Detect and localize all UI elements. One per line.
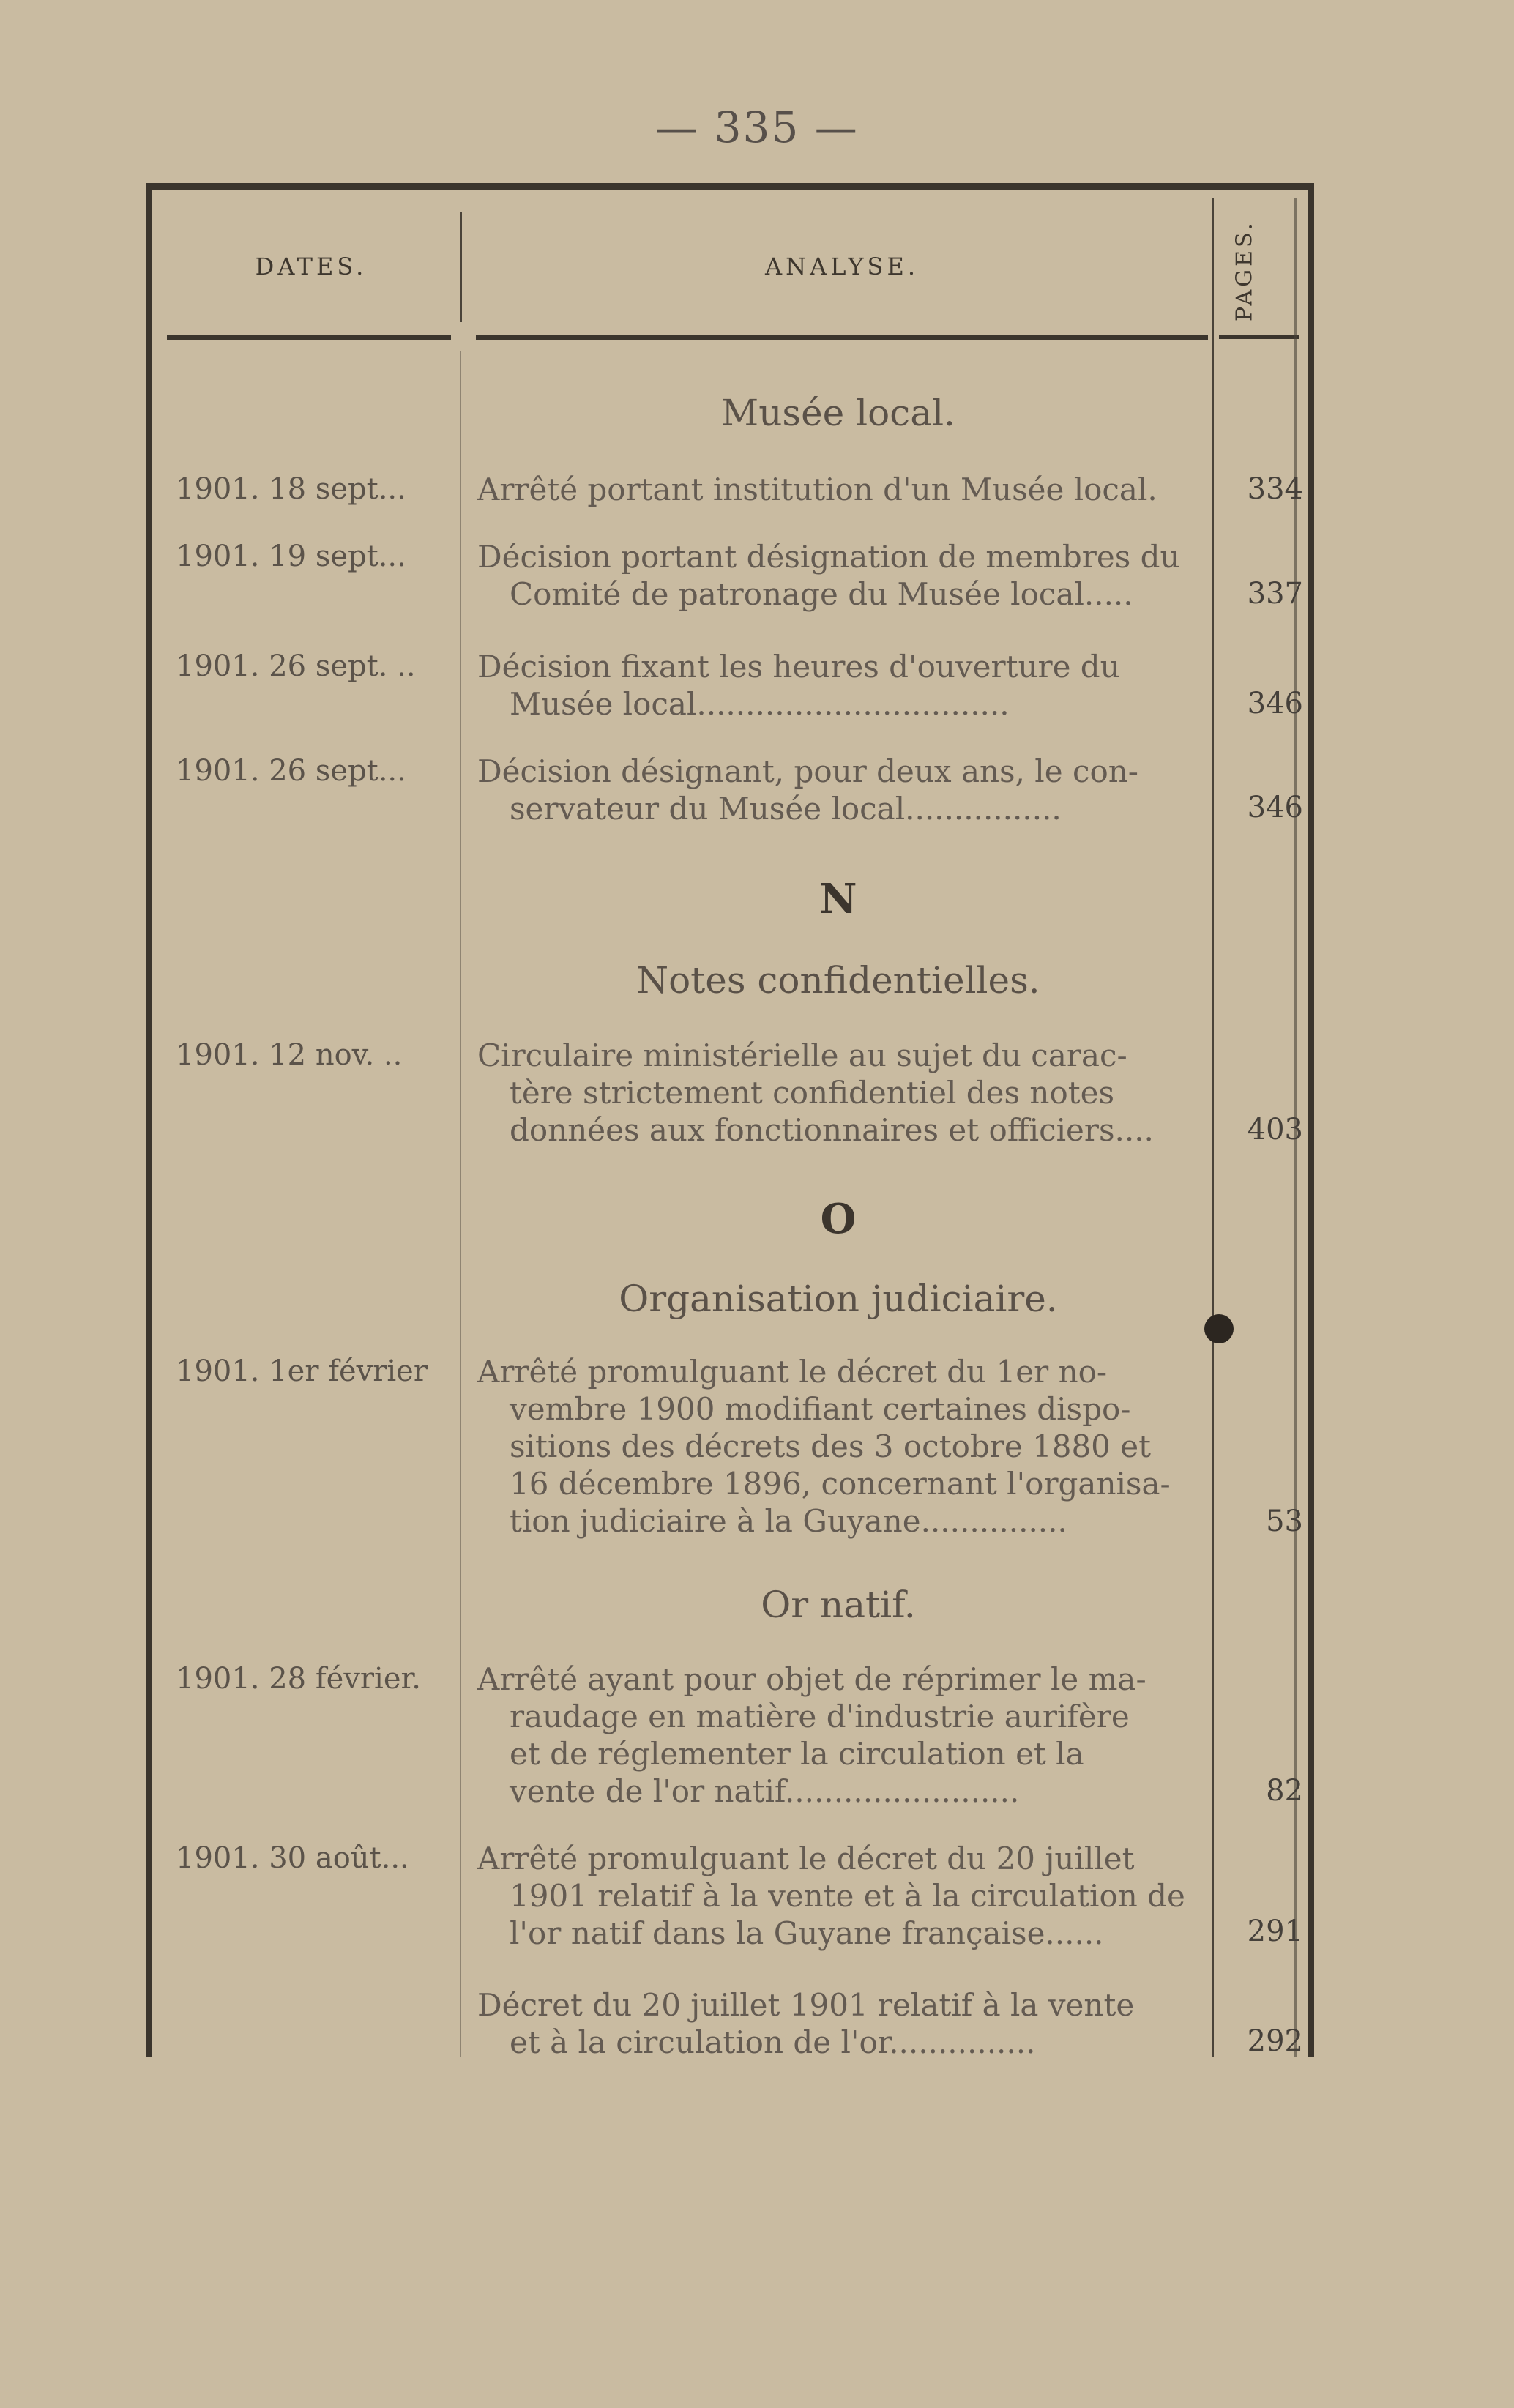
page-number: — 335 — (655, 102, 859, 152)
entry-line: et à la circulation de l'or............... (510, 2024, 1036, 2060)
entry-text (477, 1660, 1208, 1810)
entry-date: 1901. 12 nov. .. (176, 1038, 403, 1072)
entry-text (477, 1353, 1208, 1540)
entry-line: l'or natif dans la Guyane française...... (510, 1915, 1104, 1951)
header-dates: DATES. (255, 253, 368, 280)
entry-line: Décret du 20 juillet 1901 relatif à la vente (477, 1987, 1135, 2023)
column-divider-pages (1212, 198, 1214, 2057)
entry-text (477, 648, 1208, 723)
entry-page: 346 (1247, 687, 1303, 720)
entry-page: 53 (1266, 1505, 1303, 1538)
entry-line: tion judiciaire à la Guyane............... (510, 1503, 1067, 1539)
entry-page: 346 (1247, 791, 1303, 824)
entry-page: 337 (1247, 577, 1303, 611)
entry-line: Décision portant désignation de membres du (477, 539, 1180, 575)
entry-line: Musée local................................ (510, 686, 1010, 722)
entry-text (477, 1037, 1208, 1149)
section-letter-o: O (820, 1195, 857, 1243)
entry-page: 292 (1247, 2024, 1303, 2058)
entry-line: vembre 1900 modifiant certaines dispo- (510, 1391, 1131, 1427)
entry-line: raudage en matière d'industrie aurifère (510, 1699, 1130, 1734)
entry-line: vente de l'or natif........................ (510, 1773, 1020, 1809)
entry-text (477, 538, 1208, 613)
entry-line: Comité de patronage du Musée local..... (510, 576, 1133, 612)
entry-page: 334 (1247, 472, 1303, 506)
section-letter-n: N (819, 875, 857, 923)
header-rule-dates (167, 335, 451, 340)
section-title-notes: Notes confidentielles. (636, 959, 1040, 1002)
section-title-or-natif: Or natif. (761, 1584, 916, 1626)
entry-date: 1901. 26 sept. .. (176, 649, 416, 683)
entry-page: 82 (1266, 1774, 1303, 1808)
header-rule-analyse (476, 335, 1208, 340)
entry-page: 403 (1247, 1113, 1303, 1147)
entry-date: 1901. 28 février. (176, 1662, 421, 1696)
entry-date: 1901. 1er février (176, 1354, 428, 1388)
section-title-organisation: Organisation judiciaire. (619, 1278, 1058, 1320)
entry-line: servateur du Musée local................ (510, 791, 1062, 827)
entry-line: et de réglementer la circulation et la (510, 1736, 1084, 1772)
entry-date: 1901. 26 sept... (176, 754, 406, 788)
entry-line: Décision fixant les heures d'ouverture du (477, 649, 1120, 685)
entry-line: tère strictement confidentiel des notes (510, 1075, 1115, 1111)
entry-text (477, 471, 1208, 508)
entry-line: Arrêté ayant pour objet de réprimer le ma- (477, 1661, 1146, 1697)
ink-blot (1204, 1314, 1234, 1343)
entry-date: 1901. 19 sept... (176, 540, 406, 573)
entry-page: 291 (1247, 1915, 1303, 1948)
header-analyse: ANALYSE. (765, 253, 919, 280)
entry-line: 1901 relatif à la vente et à la circulation de (510, 1878, 1185, 1914)
entry-date: 1901. 30 août... (176, 1841, 409, 1875)
entry-line: 16 décembre 1896, concernant l'organisa- (510, 1466, 1171, 1502)
section-title-musee-local: Musée local. (721, 392, 955, 434)
entry-line: Circulaire ministérielle au sujet du carac- (477, 1037, 1127, 1073)
entry-line: Décision désignant, pour deux ans, le con- (477, 753, 1138, 789)
entry-line: Arrêté promulguant le décret du 20 juillet (477, 1841, 1135, 1876)
entry-line: sitions des décrets des 3 octobre 1880 et (510, 1428, 1151, 1464)
column-divider-dates-body (460, 351, 461, 2057)
entry-text (477, 1986, 1208, 2061)
column-divider-dates (460, 212, 462, 322)
entry-line: Arrêté portant institution d'un Musée local. (477, 471, 1157, 507)
entry-line: données aux fonctionnaires et officiers.... (510, 1112, 1154, 1148)
entry-date: 1901. 18 sept... (176, 472, 406, 506)
header-pages: PAGES. (1231, 220, 1258, 321)
entry-text (477, 1840, 1208, 1952)
entry-line: Arrêté promulguant le décret du 1er no- (477, 1354, 1108, 1390)
entry-text (477, 753, 1208, 827)
header-rule-pages (1219, 335, 1299, 339)
